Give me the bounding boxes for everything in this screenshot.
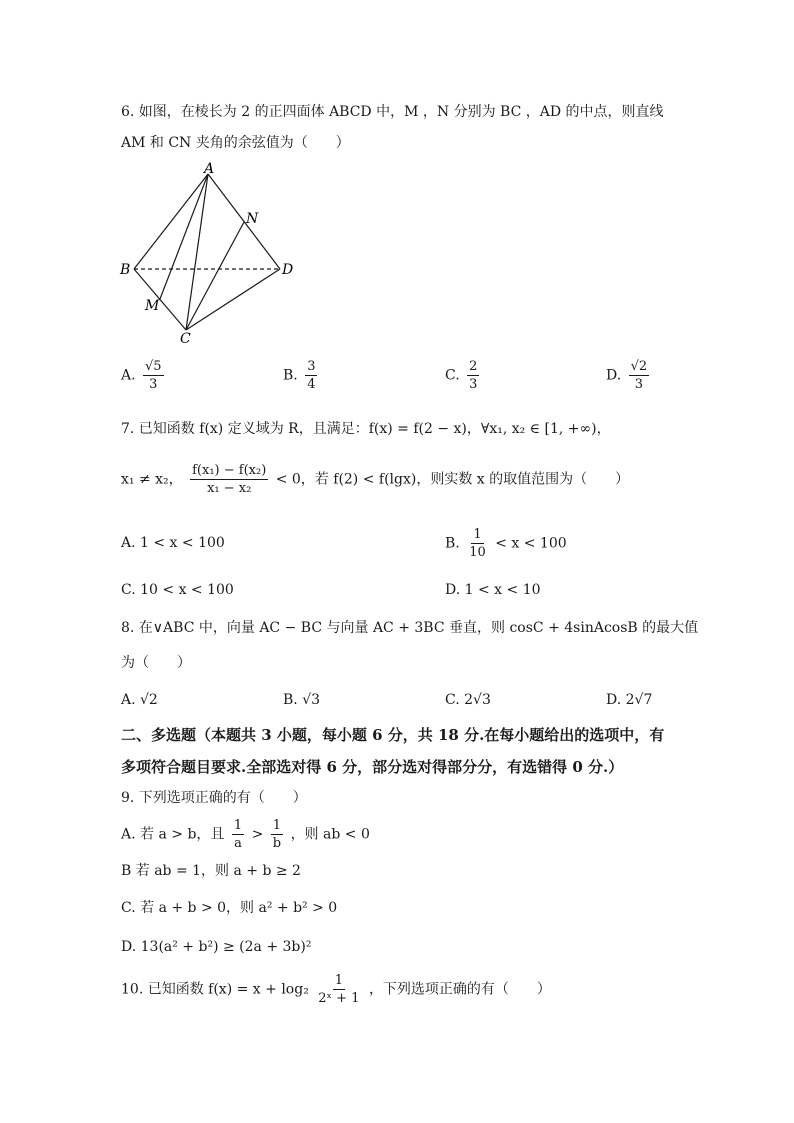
q7-fraction: $\frac{\text{f(x₁) − f(x₂)}}{\text{x₁ − x₂}}$ bbox=[192, 463, 267, 496]
label-m: M bbox=[145, 298, 160, 314]
option-fraction: $\frac{2}{3}$ bbox=[469, 359, 478, 392]
option-letter: C. bbox=[121, 582, 136, 598]
q7-option-c[interactable] bbox=[121, 580, 234, 600]
option-fraction: $\frac{3}{4}$ bbox=[307, 359, 316, 392]
q10-fraction: $\frac{1}{\text{2ˣ + 1}}$ bbox=[318, 973, 360, 1006]
option-fraction: $\frac{√2}{3}$ bbox=[630, 359, 648, 392]
option-text: ，则 ab < 0 bbox=[290, 826, 370, 843]
section2-heading-line2: 多项符合题目要求.全部选对得 6 分，部分选对得部分分，有选错得 0 分.） bbox=[121, 758, 624, 776]
q8-option-a[interactable] bbox=[121, 690, 158, 710]
option-text: < x < 100 bbox=[495, 535, 567, 552]
option-letter: B. bbox=[283, 692, 298, 708]
q6-stem-line2: AM 和 CN 夹角的余弦值为（ ） bbox=[121, 135, 350, 151]
label-d: D bbox=[282, 262, 294, 278]
q8-stem-line1: 8. 在∨ABC 中，向量 AC − BC 与向量 AC + 3BC 垂直，则 cosC + 4sinAcosB 的最大值 bbox=[121, 620, 699, 636]
label-c: C bbox=[180, 331, 191, 345]
q8-option-c[interactable] bbox=[445, 690, 491, 710]
option-letter: B. bbox=[445, 535, 460, 552]
edge-cd bbox=[186, 269, 280, 330]
q8-option-d[interactable] bbox=[606, 690, 652, 710]
q7-option-a[interactable] bbox=[121, 533, 225, 553]
option-letter: C. bbox=[445, 367, 460, 384]
section2-heading-line1: 二、多选题（本题共 3 小题，每小题 6 分，共 18 分.在每小题给出的选项中，有 bbox=[121, 726, 665, 744]
option-text: 1 < x < 10 bbox=[464, 582, 541, 598]
q9-option-b[interactable]: B 若 ab = 1，则 a + b ≥ 2 bbox=[121, 863, 301, 879]
q6-option-d[interactable] bbox=[606, 358, 652, 393]
q7-option-d[interactable] bbox=[445, 580, 541, 600]
q10-text: 10. 已知函数 f(x) = x + log₂ bbox=[121, 981, 309, 998]
option-text: 1 < x < 100 bbox=[140, 535, 225, 551]
q9-option-c[interactable]: C. 若 a + b > 0，则 a² + b² > 0 bbox=[121, 900, 338, 916]
q9-stem: 9. 下列选项正确的有（ ） bbox=[121, 790, 307, 806]
q7-condition-end: < 0，若 f(2) < f(lgx)，则实数 x 的取值范围为（ ） bbox=[275, 471, 630, 488]
q9-option-d[interactable]: D. 13(a² + b²) ≥ (2a + 3b)² bbox=[121, 939, 312, 955]
label-n: N bbox=[246, 211, 259, 227]
option-letter: D. bbox=[445, 582, 461, 598]
option-text: A. 若 a > b，且 bbox=[121, 826, 225, 843]
option-text: 2√7 bbox=[625, 692, 653, 708]
q8-option-b[interactable] bbox=[283, 690, 320, 710]
option-fraction: $\frac{1}{10}$ bbox=[469, 527, 486, 560]
q6-option-c[interactable] bbox=[445, 358, 482, 393]
q7-condition: x₁ ≠ x₂， bbox=[121, 471, 183, 488]
q7-option-b[interactable] bbox=[445, 526, 567, 561]
edge-ad bbox=[208, 174, 280, 269]
option-text: √3 bbox=[302, 692, 321, 708]
option-fraction: $\frac{1}{b}$ bbox=[272, 818, 282, 851]
option-letter: A. bbox=[121, 692, 136, 708]
option-letter: D. bbox=[606, 367, 622, 384]
option-fraction: $\frac{√5}{3}$ bbox=[145, 359, 162, 392]
q7-stem-line2 bbox=[121, 462, 629, 497]
tetrahedron-figure bbox=[110, 160, 310, 345]
q6-option-a[interactable] bbox=[121, 358, 167, 393]
option-letter: B. bbox=[283, 367, 298, 384]
option-text: 10 < x < 100 bbox=[140, 582, 234, 598]
option-letter: A. bbox=[121, 367, 136, 384]
q9-option-a[interactable] bbox=[121, 817, 370, 852]
q6-option-b[interactable] bbox=[283, 358, 320, 393]
label-a: A bbox=[204, 161, 215, 177]
q8-stem-line2: 为（ ） bbox=[121, 655, 191, 671]
option-text: √2 bbox=[140, 692, 158, 708]
label-b: B bbox=[120, 262, 131, 278]
option-fraction: $\frac{1}{a}$ bbox=[233, 818, 243, 851]
q7-stem-line1: 7. 已知函数 f(x) 定义域为 R，且满足：f(x) = f(2 − x)，∀x₁, x₂ ∈ [1, +∞)， bbox=[121, 421, 611, 437]
option-text: > bbox=[251, 826, 264, 843]
q6-stem-line1: 6. 如图，在棱长为 2 的正四面体 ABCD 中，M ，N 分别为 BC ，AD 的中点，则直线 bbox=[121, 104, 664, 120]
option-letter: A. bbox=[121, 535, 136, 551]
edge-bc bbox=[134, 269, 186, 330]
segment-am bbox=[160, 174, 208, 299]
option-letter: D. bbox=[606, 692, 622, 708]
option-text: 2√3 bbox=[464, 692, 491, 708]
q10-text-end: ，下列选项正确的有（ ） bbox=[368, 981, 551, 998]
q10-stem bbox=[121, 972, 551, 1007]
option-letter: C. bbox=[445, 692, 460, 708]
segment-cn bbox=[186, 222, 244, 330]
